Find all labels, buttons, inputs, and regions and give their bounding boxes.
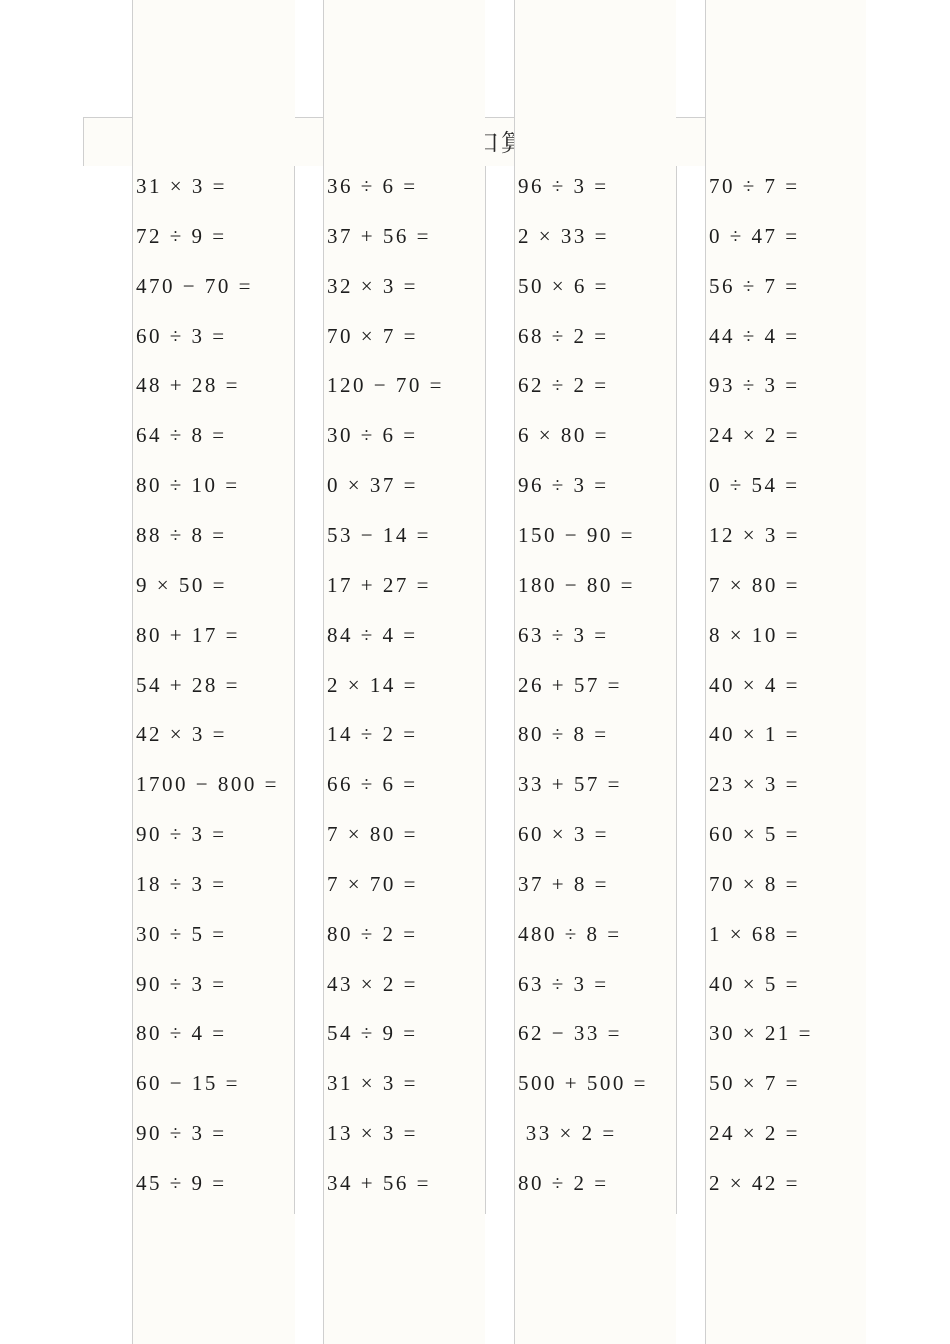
problem-item: 7 × 70 =: [327, 872, 418, 896]
problem-item: 1 × 68 =: [709, 922, 800, 946]
problem-item: 70 × 8 =: [709, 872, 800, 896]
problem-item: 37 + 8 =: [518, 872, 609, 896]
problem-item: 90 ÷ 3 =: [136, 972, 227, 996]
problem-item: 70 ÷ 7 =: [709, 174, 800, 198]
problem-item: 60 ÷ 3 =: [136, 324, 227, 348]
problem-item: 40 × 5 =: [709, 972, 800, 996]
problem-item: 56 ÷ 7 =: [709, 274, 800, 298]
problem-item: 7 × 80 =: [709, 573, 800, 597]
problem-item: 0 ÷ 54 =: [709, 473, 800, 497]
problem-item: 54 ÷ 9 =: [327, 1021, 418, 1045]
problem-item: 42 × 3 =: [136, 722, 227, 746]
problem-item: 88 ÷ 8 =: [136, 523, 227, 547]
problem-item: 60 × 5 =: [709, 822, 800, 846]
problem-item: 37 + 56 =: [327, 224, 431, 248]
problem-item: 80 + 17 =: [136, 623, 240, 647]
problem-item: 50 × 6 =: [518, 274, 609, 298]
problem-item: 2 × 33 =: [518, 224, 609, 248]
problem-item: 26 + 57 =: [518, 673, 622, 697]
problem-item: 36 ÷ 6 =: [327, 174, 418, 198]
problem-item: 12 × 3 =: [709, 523, 800, 547]
problem-item: 80 ÷ 2 =: [327, 922, 418, 946]
problem-item: 53 − 14 =: [327, 523, 431, 547]
problem-item: 40 × 1 =: [709, 722, 800, 746]
problem-item: 31 × 3 =: [136, 174, 227, 198]
problem-item: 24 × 2 =: [709, 1121, 800, 1145]
problem-item: 63 ÷ 3 =: [518, 972, 609, 996]
problem-item: 32 × 3 =: [327, 274, 418, 298]
problem-item: 0 ÷ 47 =: [709, 224, 800, 248]
problem-item: 80 ÷ 4 =: [136, 1021, 227, 1045]
problem-item: 34 + 56 =: [327, 1171, 431, 1195]
problem-item: 96 ÷ 3 =: [518, 473, 609, 497]
problem-item: 7 × 80 =: [327, 822, 418, 846]
problem-item: 500 + 500 =: [518, 1071, 648, 1095]
column-divider: [294, 166, 295, 1214]
problem-item: 54 + 28 =: [136, 673, 240, 697]
problem-item: 150 − 90 =: [518, 523, 635, 547]
problem-item: 2 × 42 =: [709, 1171, 800, 1195]
problem-item: 70 × 7 =: [327, 324, 418, 348]
problem-item: 68 ÷ 2 =: [518, 324, 609, 348]
problem-item: 64 ÷ 8 =: [136, 423, 227, 447]
problem-item: 18 ÷ 3 =: [136, 872, 227, 896]
problem-item: 9 × 50 =: [136, 573, 227, 597]
problem-item: 23 × 3 =: [709, 772, 800, 796]
problem-item: 17 + 27 =: [327, 573, 431, 597]
problem-item: 8 × 10 =: [709, 623, 800, 647]
problem-item: 30 ÷ 5 =: [136, 922, 227, 946]
problem-item: 80 ÷ 8 =: [518, 722, 609, 746]
problem-item: 45 ÷ 9 =: [136, 1171, 227, 1195]
problem-item: 60 − 15 =: [136, 1071, 240, 1095]
problem-item: 24 × 2 =: [709, 423, 800, 447]
problem-item: 43 × 2 =: [327, 972, 418, 996]
problem-item: 93 ÷ 3 =: [709, 373, 800, 397]
problem-item: 62 − 33 =: [518, 1021, 622, 1045]
problem-item: 0 × 37 =: [327, 473, 418, 497]
problem-item: 44 ÷ 4 =: [709, 324, 800, 348]
problem-item: 33 × 2 =: [518, 1121, 617, 1145]
column-divider: [676, 166, 677, 1214]
problem-item: 90 ÷ 3 =: [136, 1121, 227, 1145]
problem-item: 33 + 57 =: [518, 772, 622, 796]
problem-item: 63 ÷ 3 =: [518, 623, 609, 647]
problem-item: 30 ÷ 6 =: [327, 423, 418, 447]
problem-item: 48 + 28 =: [136, 373, 240, 397]
problem-item: 6 × 80 =: [518, 423, 609, 447]
problem-item: 60 × 3 =: [518, 822, 609, 846]
problem-item: 470 − 70 =: [136, 274, 253, 298]
problem-item: 40 × 4 =: [709, 673, 800, 697]
problem-item: 1700 − 800 =: [136, 772, 279, 796]
problem-item: 72 ÷ 9 =: [136, 224, 227, 248]
problem-item: 180 − 80 =: [518, 573, 635, 597]
problem-item: 50 × 7 =: [709, 1071, 800, 1095]
problem-item: 13 × 3 =: [327, 1121, 418, 1145]
problem-item: 84 ÷ 4 =: [327, 623, 418, 647]
problem-item: 14 ÷ 2 =: [327, 722, 418, 746]
problem-item: 31 × 3 =: [327, 1071, 418, 1095]
problem-item: 62 ÷ 2 =: [518, 373, 609, 397]
column-divider: [485, 166, 486, 1214]
problem-item: 30 × 21 =: [709, 1021, 813, 1045]
problem-item: 120 − 70 =: [327, 373, 444, 397]
problem-item: 480 ÷ 8 =: [518, 922, 622, 946]
problem-item: 2 × 14 =: [327, 673, 418, 697]
problem-item: 80 ÷ 2 =: [518, 1171, 609, 1195]
problem-item: 66 ÷ 6 =: [327, 772, 418, 796]
problem-item: 80 ÷ 10 =: [136, 473, 240, 497]
problem-item: 90 ÷ 3 =: [136, 822, 227, 846]
problem-item: 96 ÷ 3 =: [518, 174, 609, 198]
